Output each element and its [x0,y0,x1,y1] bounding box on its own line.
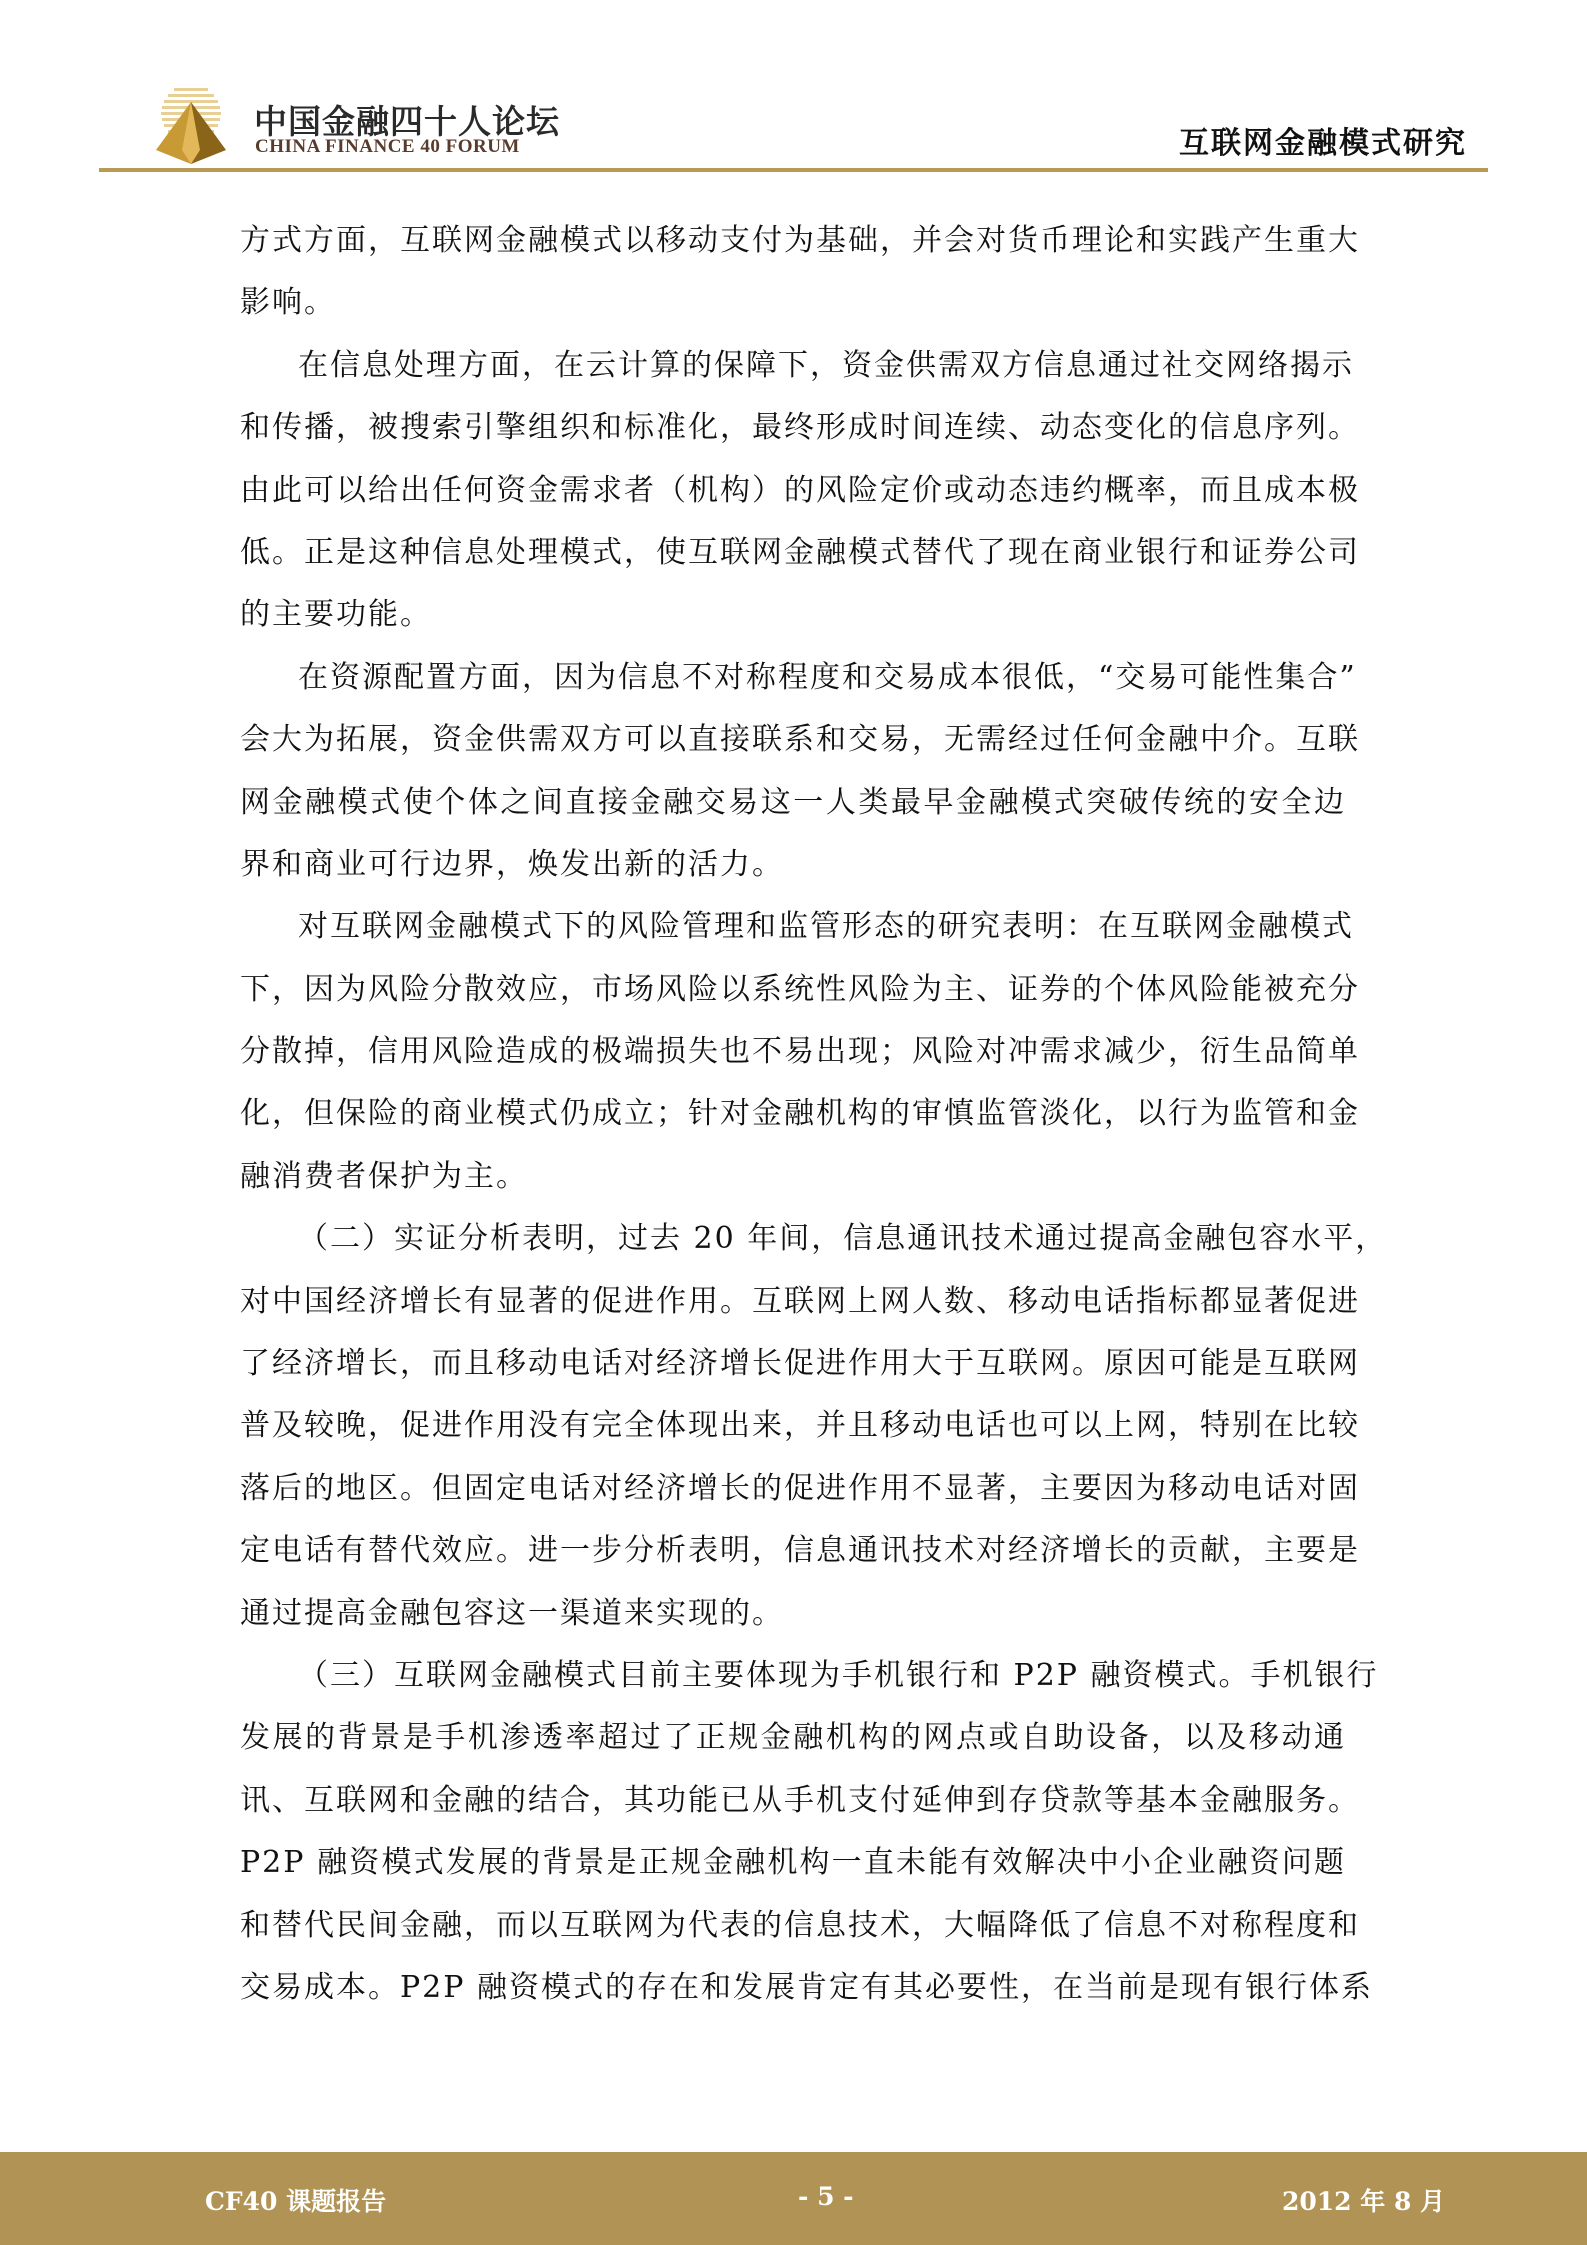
document-body [240,210,1388,2019]
text-line: （三）互联网金融模式目前主要体现为手机银行和 P2P 融资模式。手机银行 [298,1657,1379,1693]
text-line: 方式方面，互联网金融模式以移动支付为基础，并会对货币理论和实践产生重大 [240,223,1360,258]
footer-date: 2012 年 8 月 [1282,2187,1446,2216]
text-line: 界和商业可行边界，焕发出新的活力。 [240,846,784,882]
text-line: 讯、互联网和金融的结合，其功能已从手机支付延伸到存贷款等基本金融服务。 [240,1782,1360,1818]
paragraph [240,896,1360,1208]
text-line: 在资源配置方面，因为信息不对称程度和交易成本很低，“交易可能性集合” [298,659,1357,695]
paragraph [240,647,1360,897]
paragraph [240,1208,1388,1645]
text-line: P2P 融资模式发展的背景是正规金融机构一直未能有效解决中小企业融资问题 [240,1845,1346,1881]
text-line: 的主要功能。 [240,597,432,633]
paragraph [240,210,1360,335]
text-line: 会大为拓展，资金供需双方可以直接联系和交易，无需经过任何金融中介。互联 [240,722,1360,758]
text-line: 下，因为风险分散效应，市场风险以系统性风险为主、证券的个体风险能被充分 [240,971,1360,1007]
text-line: 在信息处理方面，在云计算的保障下，资金供需双方信息通过社交网络揭示 [298,347,1354,383]
text-line: 融消费者保护为主。 [240,1158,528,1194]
text-line: 影响。 [240,285,336,321]
paragraph [240,1645,1379,2019]
text-line: 普及较晚，促进作用没有完全体现出来，并且移动电话也可以上网，特别在比较 [240,1408,1360,1444]
text-line: 发展的背景是手机渗透率超过了正规金融机构的网点或自助设备，以及移动通 [240,1720,1346,1756]
text-line: 对互联网金融模式下的风险管理和监管形态的研究表明：在互联网金融模式 [298,909,1354,945]
text-line: 了经济增长，而且移动电话对经济增长促进作用大于互联网。原因可能是互联网 [240,1346,1360,1382]
page-footer [0,2152,1587,2245]
text-line: 对中国经济增长有显著的促进作用。互联网上网人数、移动电话指标都显著促进 [240,1283,1360,1319]
logo-chinese-name: 中国金融四十人论坛 [254,102,560,141]
page-number: - 5 - [798,2182,854,2211]
text-line: 落后的地区。但固定电话对经济增长的促进作用不显著，主要因为移动电话对固 [240,1470,1360,1506]
text-line: 和替代民间金融，而以互联网为代表的信息技术，大幅降低了信息不对称程度和 [240,1907,1360,1943]
text-line: 分散掉，信用风险造成的极端损失也不易出现；风险对冲需求减少，衍生品简单 [240,1034,1360,1070]
paragraph [240,335,1360,647]
text-line: 由此可以给出任何资金需求者（机构）的风险定价或动态违约概率，而且成本极 [240,472,1360,508]
text-line: （二）实证分析表明，过去 20 年间，信息通讯技术通过提高金融包容水平， [298,1221,1388,1257]
text-line: 低。正是这种信息处理模式，使互联网金融模式替代了现在商业银行和证券公司 [240,534,1360,570]
text-line: 和传播，被搜索引擎组织和标准化，最终形成时间连续、动态变化的信息序列。 [240,410,1360,446]
text-line: 化，但保险的商业模式仍成立；针对金融机构的审慎监管淡化，以行为监管和金 [240,1096,1360,1132]
text-line: 通过提高金融包容这一渠道来实现的。 [240,1595,784,1631]
text-line: 定电话有替代效应。进一步分析表明，信息通讯技术对经济增长的贡献，主要是 [240,1533,1360,1569]
cf40-logo [152,84,562,164]
text-line: 网金融模式使个体之间直接金融交易这一人类最早金融模式突破传统的安全边 [240,784,1346,820]
pyramid-logo-icon [152,84,247,164]
header-divider [99,168,1488,172]
logo-english-name: CHINA FINANCE 40 FORUM [255,136,520,157]
document-title: 互联网金融模式研究 [1179,126,1467,161]
footer-report-label: CF40 课题报告 [205,2187,387,2216]
text-line: 交易成本。P2P 融资模式的存在和发展肯定有其必要性，在当前是现有银行体系 [240,1969,1373,2005]
